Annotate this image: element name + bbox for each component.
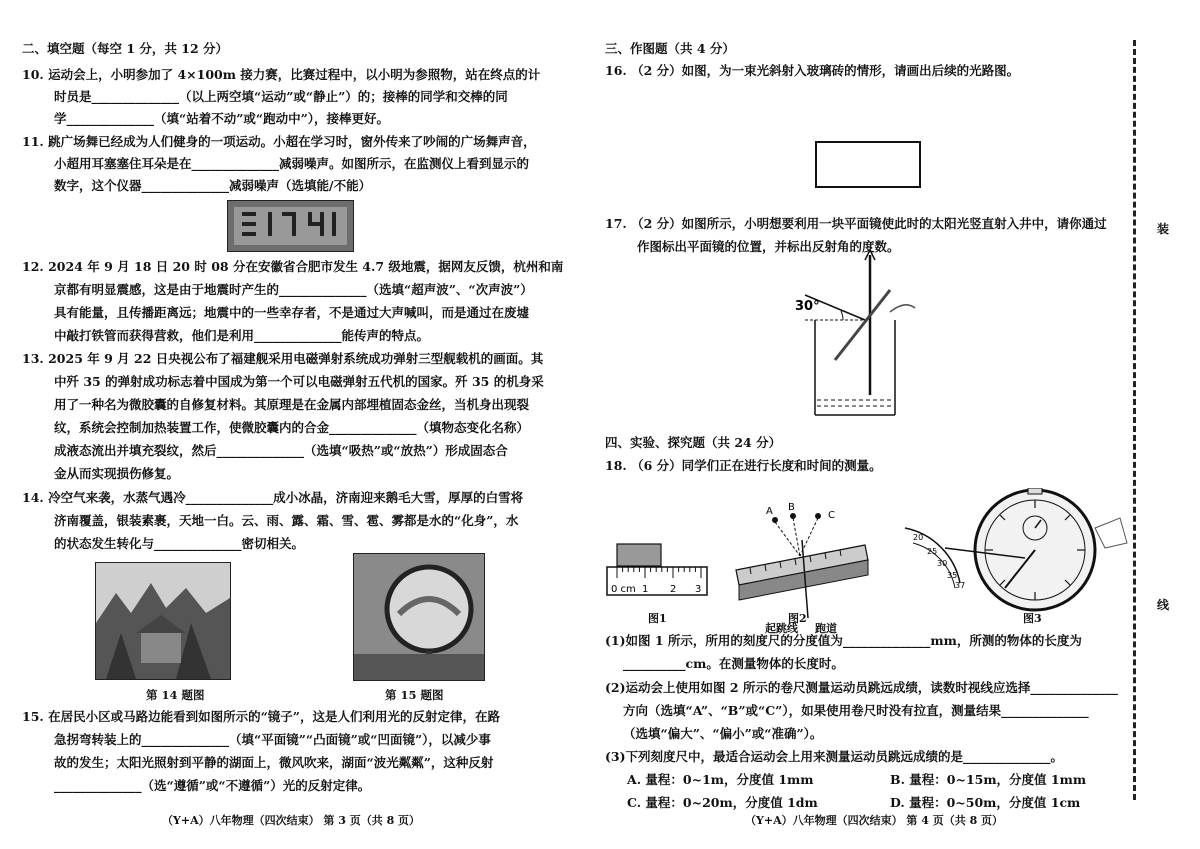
ruler-label-0: 0 cm [611,584,636,595]
ruler-label-2: 2 [670,584,677,595]
section4-title: 四、实验、探究题（共 24 分） [605,435,782,450]
section2-title: 二、填空题（每空 1 分，共 12 分） [22,41,229,56]
page4-footer: （Y+A）八年物理（四次结束） 第 4 页（共 8 页） [745,814,1004,827]
q15-line3: 故的发生；太阳光照射到平静的湖面上，微风吹来，湖面“波光粼粼”，这种反射 [54,755,494,770]
q18-1-line1: (1)如图 1 所示，所用的刻度尺的分度值为______________mm，所测的物体的长度为 [605,633,1082,648]
tape-measure-figure [730,500,875,625]
dial-label-35: 35 [947,571,958,580]
fig1-caption: 图1 [648,612,667,625]
q18-3-text: (3)下列刻度尺中，最适合运动会上用来测量运动员跳远成绩的是______________。 [605,749,1064,764]
dial-label-30: 30 [937,559,948,568]
well-sunlight-figure [795,250,945,420]
glass-brick-rect [815,141,921,188]
fig2-caption: 图2 [788,612,807,625]
q12-line3: 具有能量，且传播距离远；地震中的一些幸存者，不是通过大声喊叫，而是通过在废墟 [54,305,530,320]
q10-line1: 10. 运动会上，小明参加了 4×100m 接力赛，比赛过程中，以小明为参照物，站在终点的计 [22,67,541,82]
dial-label-25: 25 [927,547,938,556]
dial-label-37: 37 [955,581,966,590]
fig15-caption: 第 15 题图 [385,688,444,702]
stopwatch-figure [895,488,1130,613]
q18-2-line3: （选填“偏大”、“偏小”或“准确”）。 [623,726,823,741]
q12-line1: 12. 2024 年 9 月 18 日 20 时 08 分在安徽省合肥市发生 4.7 级地震，据网友反馈，杭州和南 [22,259,564,274]
q11-line2: 小超用耳塞塞住耳朵是在______________减弱噪声。如图所示，在监测仪上看到显示的 [54,156,530,171]
q13-line2: 中歼 35 的弹射成功标志着中国成为第一个可以电磁弹射五代机的国家。歼 35 的机身采 [54,374,544,389]
q13-line5: 成液态流出并填充裂纹，然后______________（选填“吸热”或“放热”）形成固态合 [54,443,508,458]
track-label: 跑道 [815,622,837,635]
option-b: B. 量程：0~15m，分度值 1mm [890,772,1087,787]
q17-line1: 17. （2 分）如图所示，小明想要利用一块平面镜使此时的太阳光竖直射入井中，请你通过 [605,216,1107,231]
view-label-a: A [766,506,773,517]
q12-line2: 京都有明显震感，这是由于地震时产生的______________（选填“超声波”、“次声波”） [54,282,533,297]
q18-1-line2: __________cm。在测量物体的长度时。 [623,656,844,671]
binding-dashed-line [1133,40,1136,800]
q15-line1: 15. 在居民小区或马路边能看到如图所示的“镜子”，这是人们利用光的反射定律，在路 [22,709,500,724]
take-off-line-label: 起跳线 [765,622,798,635]
snow-scene-image [95,562,231,680]
option-a: A. 量程：0~1m，分度值 1mm [627,772,814,787]
option-c: C. 量程：0~20m，分度值 1dm [627,795,818,810]
section3-title: 三、作图题（共 4 分） [605,41,735,56]
view-label-b: B [788,502,795,513]
noise-monitor-image [227,200,354,252]
dial-label-20: 20 [913,533,924,542]
q18-2-line2: 方向（选填“A”、“B”或“C”），如果使用卷尺时没有拉直，测量结果______________ [623,703,1089,718]
q18-intro: 18. （6 分）同学们正在进行长度和时间的测量。 [605,458,882,473]
q11-line3: 数字，这个仪器______________减弱噪声（选填能/不能） [54,178,372,193]
q16-text: 16. （2 分）如图，为一束光斜射入玻璃砖的情形，请画出后续的光路图。 [605,63,1020,78]
view-label-c: C [828,510,835,521]
page3-footer: （Y+A）八年物理（四次结束） 第 3 页（共 8 页） [162,814,421,827]
q12-line4: 中敲打铁管而获得营救，他们是利用______________能传声的特点。 [54,328,430,343]
q13-line3: 用了一种名为微胶囊的自修复材料。其原理是在金属内部埋植固态金丝，当机身出现裂 [54,397,530,412]
q14-line2: 济南覆盖，银装素裹，天地一白。云、雨、露、霜、雪、雹、雾都是水的“化身”，水 [54,513,519,528]
q14-line1: 14. 冷空气来袭，水蒸气遇冷______________成小冰晶，济南迎来鹅毛大雪，厚厚的白雪将 [22,490,524,505]
binding-char-xian: 线 [1157,598,1170,612]
q15-line2: 急拐弯转装上的______________（填“平面镜”“凸面镜”或“凹面镜”），以减少事 [54,732,491,747]
fig14-caption: 第 14 题图 [146,688,205,702]
q13-line4: 纹，系统会控制加热装置工作，使微胶囊内的合金______________（填物态变化名称） [54,420,530,435]
ruler-label-1: 1 [642,584,649,595]
ruler-label-3: 3 [695,584,702,595]
q17-line2: 作图标出平面镜的位置，并标出反射角的度数。 [637,239,900,254]
q15-line4: ______________（选“遵循”或“不遵循”）光的反射定律。 [54,778,371,793]
q10-line2: 时员是______________（以上两空填“运动”或“静止”）的；接棒的同学和交棒的同 [54,89,508,104]
binding-char-zhuang: 装 [1157,222,1170,236]
q11-line1: 11. 跳广场舞已经成为人们健身的一项运动。小超在学习时，窗外传来了吵闹的广场舞声音， [22,134,536,149]
q18-2-line1: (2)运动会上使用如图 2 所示的卷尺测量运动员跳远成绩，读数时视线应选择______________ [605,680,1118,695]
q10-line3: 学______________（填“站着不动”或“跑动中”），接棒更好。 [54,111,390,126]
option-d: D. 量程：0~50m，分度值 1cm [890,795,1081,810]
angle-30-label: 30° [795,299,820,314]
q13-line1: 13. 2025 年 9 月 22 日央视公布了福建舰采用电磁弹射系统成功弹射三型舰载机的画面。其 [22,351,544,366]
q13-line6: 金从而实现损伤修复。 [54,466,180,481]
q14-line3: 的状态发生转化与______________密切相关。 [54,536,305,551]
fig3-caption: 图3 [1023,612,1042,625]
road-mirror-image [353,553,485,681]
ruler-figure [605,540,710,610]
